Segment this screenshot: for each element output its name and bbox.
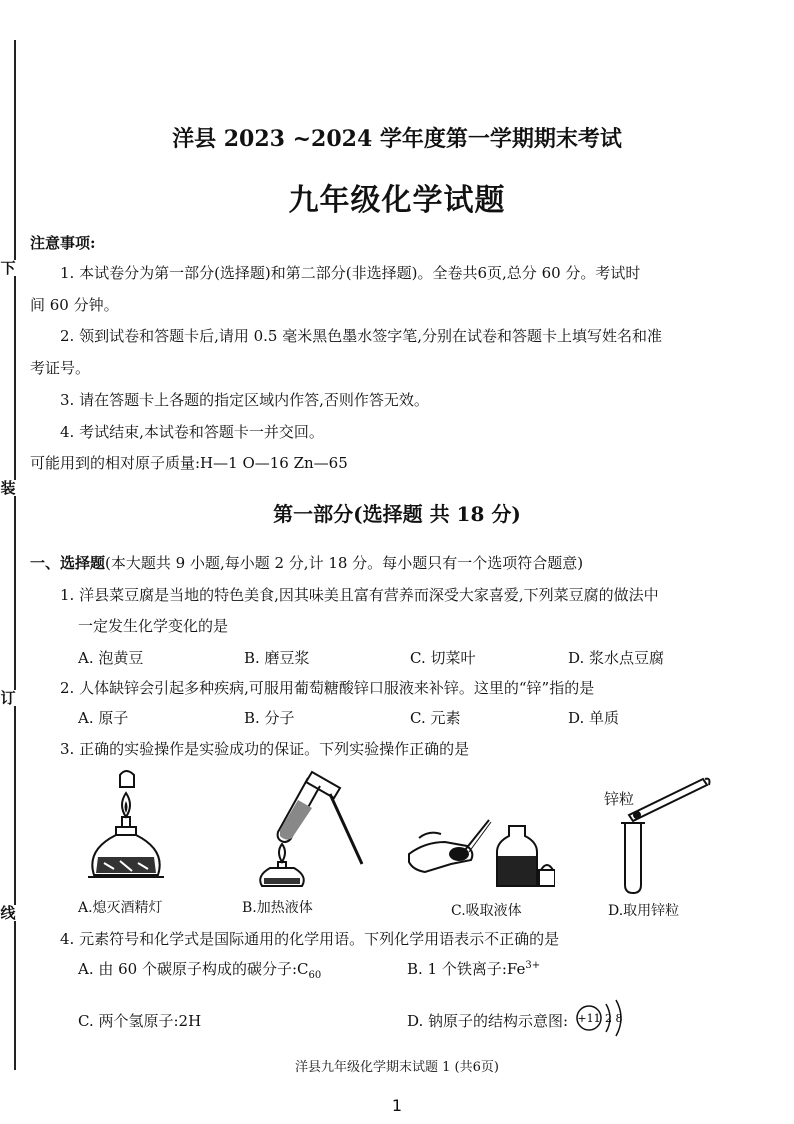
note-2a: 2. 领到试卷和答题卡后,请用 0.5 毫米黑色墨水签字笔,分别在试卷和答题卡上填写姓名和准 — [60, 327, 663, 345]
part-desc: (本大题共 9 小题,每小题 2 分,计 18 分。每小题只有一个选项符合题意) — [105, 554, 584, 572]
q3-option-c: C.吸取液体 — [451, 903, 522, 919]
q3-option-d: D.取用锌粒 — [608, 903, 680, 919]
zinc-granule-label: 锌粒 — [604, 790, 635, 808]
note-3: 3. 请在答题卡上各题的指定区域内作答,否则作答无效。 — [60, 391, 429, 409]
q1-stem-line1: 1. 洋县菜豆腐是当地的特色美食,因其味美且富有营养而深受大家喜爱,下列菜豆腐的做法中 — [60, 586, 659, 604]
q2-option-d: D. 单质 — [568, 709, 620, 727]
q4-option-a-subscript: 60 — [308, 970, 322, 981]
q1-stem-line2: 一定发生化学变化的是 — [78, 617, 229, 635]
q4-option-c: C. 两个氢原子:2H — [78, 1012, 202, 1030]
q3-option-b: B.加热液体 — [242, 900, 313, 916]
side-mark-ding: 订 — [0, 689, 16, 707]
q1-option-b: B. 磨豆浆 — [244, 649, 310, 667]
take-zinc-granules-illustration — [615, 775, 715, 895]
part-label: 一、选择题 — [30, 554, 106, 572]
heating-liquid-illustration — [250, 768, 370, 890]
q3-stem: 3. 正确的实验操作是实验成功的保证。下列实验操作正确的是 — [60, 740, 470, 758]
q2-option-c: C. 元素 — [410, 709, 461, 727]
q4-option-b-superscript: 3+ — [525, 960, 541, 971]
q4-option-d — [407, 1010, 568, 1031]
side-mark-xia: 下 — [0, 259, 16, 277]
page-number: 1 — [391, 1096, 403, 1115]
q2-option-b: B. 分子 — [244, 709, 295, 727]
note-2b: 考证号。 — [30, 359, 91, 377]
q4-option-a — [78, 958, 321, 981]
note-1b: 间 60 分钟。 — [30, 296, 119, 314]
q1-option-d: D. 浆水点豆腐 — [568, 649, 665, 667]
part-heading — [30, 552, 583, 573]
sodium-electron-shells: 2 8 — [605, 1012, 623, 1025]
drawing-liquid-illustration — [405, 812, 555, 892]
q4-stem: 4. 元素符号和化学式是国际通用的化学用语。下列化学用语表示不正确的是 — [60, 930, 560, 948]
page-footer: 洋县九年级化学期末试题 1 (共6页) — [295, 1060, 499, 1075]
note-1a: 1. 本试卷分为第一部分(选择题)和第二部分(非选择题)。全卷共6页,总分 60 分。考试时 — [60, 264, 641, 282]
exam-title: 洋县 2023 ~2024 学年度第一学期期末考试 — [172, 126, 622, 152]
sodium-atom-structure-diagram — [574, 996, 636, 1040]
q4-option-b-text: B. 1 个铁离子:Fe — [407, 960, 526, 978]
atomic-mass: 可能用到的相对原子质量:H—1 O—16 Zn—65 — [30, 454, 348, 472]
q4-option-b — [407, 958, 540, 979]
note-4: 4. 考试结束,本试卷和答题卡一并交回。 — [60, 423, 324, 441]
q2-stem: 2. 人体缺锌会引起多种疾病,可服用葡萄糖酸锌口服液来补锌。这里的“锌”指的是 — [60, 679, 595, 697]
section-title: 第一部分(选择题 共 18 分) — [273, 502, 521, 526]
q2-option-a: A. 原子 — [78, 709, 129, 727]
q3-option-a: A.熄灭酒精灯 — [78, 900, 163, 916]
side-mark-xian: 线 — [0, 904, 16, 922]
q1-option-a: A. 泡黄豆 — [78, 649, 144, 667]
notes-heading: 注意事项: — [30, 234, 96, 252]
side-mark-zhuang: 装 — [0, 479, 16, 497]
sodium-nucleus-charge: +11 — [577, 1012, 601, 1025]
q4-option-d-text: D. 钠原子的结构示意图: — [407, 1012, 569, 1030]
exam-subtitle: 九年级化学试题 — [288, 183, 506, 218]
alcohol-lamp-extinguish-illustration — [80, 765, 170, 890]
q1-option-c: C. 切菜叶 — [410, 649, 476, 667]
q4-option-a-text: A. 由 60 个碳原子构成的碳分子:C — [78, 960, 309, 978]
